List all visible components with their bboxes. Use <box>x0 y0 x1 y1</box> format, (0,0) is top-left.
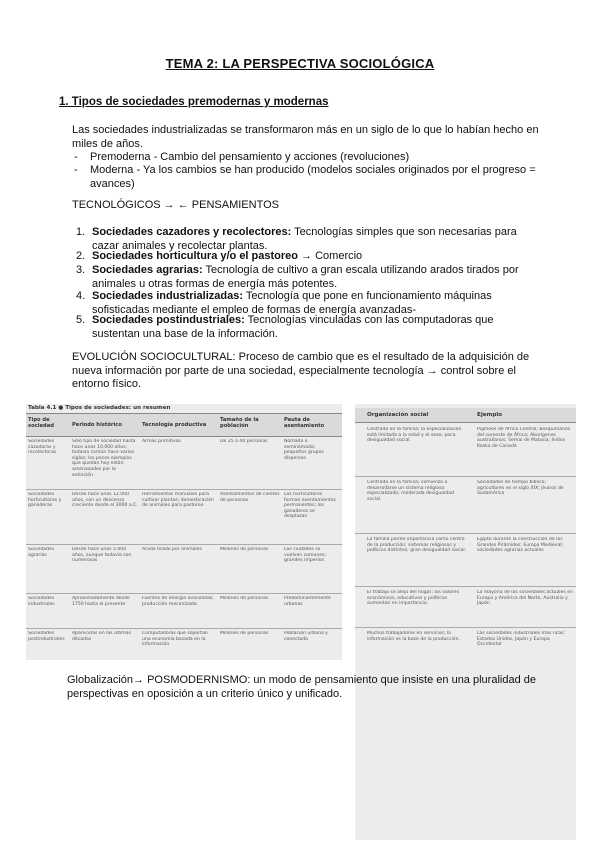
evolution-paragraph: EVOLUCIÓN SOCIOCULTURAL: Proceso de cambio que es el resultado de la adquisición de nueva información por parte de una sociedad, especialmente tecnología → control sobre el entorno físico. <box>72 351 530 390</box>
table-cell: Aparecidas en las últimas décadas <box>72 631 131 642</box>
header-cell: Tipo de sociedad <box>28 417 54 429</box>
intro-paragraph: Las sociedades industrializadas se transformaron más en un siglo de lo que lo habían hecho en miles de años. <box>72 124 539 150</box>
table-cell: Arado tirado por animales <box>142 547 202 552</box>
table-cell: Sólo tipo de sociedad hasta hace unos 10.000 años; todavía común hace varios siglos; los pocos ejemplos que quedan hoy están amenazados por la extinción <box>72 439 136 478</box>
table-row <box>355 534 576 587</box>
table-cell: Las ciudades se vuelven comunes; grandes imperios <box>284 547 327 564</box>
type-desc: → Comercio <box>298 250 363 262</box>
list-item: 1. Sociedades cazadores y recolectores: Tecnologías simples que son necesarias para cazar animales y recolectar plantas. <box>76 226 517 252</box>
type-desc: Tecnología de cultivo a gran escala utilizando arados tirados por animales u otras formas de energía más potentes. <box>92 264 519 290</box>
table-cell: Nómada o seminómada; pequeños grupos dispersos <box>284 439 324 461</box>
table-header <box>355 408 576 423</box>
type-name: Sociedades cazadores y recolectores: <box>92 226 292 238</box>
table-caption: Tabla 4.1 ● Tipos de sociedades: un resumen <box>28 405 171 411</box>
table-cell: Población urbana y conectada <box>284 631 328 642</box>
table-cell: La mayoría de las sociedades actuales en Europa y América del Norte, Australia y Japón <box>477 590 573 607</box>
table-cell: Sociedades agrarias <box>28 547 55 558</box>
table-cell: Desde hace unos 5.000 años, aunque todavía son numerosas <box>72 547 132 564</box>
header-cell: Tamaño de la población <box>220 417 259 429</box>
table-cell: Millones de personas <box>220 547 269 552</box>
table-row <box>26 594 342 629</box>
table-cell: Las sociedades industriales más ricas: Estados Unidos, Japón y Europa Occidental <box>477 631 566 648</box>
table-cell: Computadoras que soportan una economía basada en la información <box>142 631 208 648</box>
type-name: Sociedades horticultura y/o el pastoreo <box>92 250 298 262</box>
type-name: Sociedades postindustriales: <box>92 314 245 326</box>
table-row <box>26 629 342 659</box>
dash-item-text: Premoderna - Cambio del pensamiento y acciones (revoluciones) <box>90 151 410 163</box>
header-cell: Ejemplo <box>477 412 503 418</box>
social-organization-table <box>355 404 576 840</box>
table-cell: El trabajo se aleja del hogar; los valores económicos, educativos y políticos aumentan en importancia. <box>367 590 459 607</box>
section-heading: 1. Tipos de sociedades premodernas y modernas <box>59 96 329 108</box>
tech-thought-line: TECNOLÓGICOS → ← PENSAMIENTOS <box>72 199 279 211</box>
table-row <box>355 477 576 534</box>
table-cell: De 25 a 40 personas <box>220 439 268 444</box>
table-cell: Egipto durante la construcción de las Grandes Pirámides; Europa Medieval; sociedades agrarias actuales <box>477 537 564 554</box>
table-cell: Millones de personas <box>220 596 269 601</box>
table-row <box>26 545 342 594</box>
header-cell: Periodo histórico <box>72 422 122 428</box>
type-desc: Tecnologías vinculadas con las computadoras que sustentan una base de la información. <box>92 314 494 340</box>
header-cell: Tecnología productiva <box>142 422 207 428</box>
type-desc: Tecnología que pone en funcionamiento máquinas sofisticadas mediante el empleo de formas de energía avanzadas- <box>92 290 492 316</box>
table-cell: Asentamientos de cientos de personas <box>220 492 280 503</box>
list-item: 3. Sociedades agrarias: Tecnología de cultivo a gran escala utilizando arados tirados por animales u otras formas de energía más potentes. <box>76 264 519 290</box>
table-header <box>26 413 342 437</box>
table-cell: Aproximadamente desde 1750 hasta el presente <box>72 596 130 607</box>
table-row <box>355 628 576 676</box>
table-cell: Los horticultores forman asentamientos permanentes; los ganaderos se desplazan <box>284 492 336 520</box>
list-item: 4. Sociedades industrializadas: Tecnología que pone en funcionamiento máquinas sofisticadas mediante el empleo de formas de energía avanzadas- <box>76 290 492 316</box>
table-cell: Sociedades postindustriales <box>28 631 65 642</box>
table-row <box>26 490 342 545</box>
societies-summary-table <box>26 404 342 660</box>
dash-item: - Premoderna - Cambio del pensamiento y acciones (revoluciones) <box>72 151 552 165</box>
table-cell: Millones de personas <box>220 631 269 636</box>
table-cell: Pigmeos de África Central; Bosquimanos del suroeste de África; Aborígenes australianos; Semai de Malasia; Indios Kaska de Canadá <box>477 427 571 449</box>
table-cell: Sociedades industriales <box>28 596 55 607</box>
dash-item-text: Moderna - Ya los cambios se han producido (modelos sociales originados por el progreso = avances) <box>90 164 536 190</box>
globalization-paragraph: Globalización→ POSMODERNISMO: un modo de pensamiento que insiste en una pluralidad de perspectivas en oposición a un criterio único y unificado. <box>67 674 536 700</box>
type-name: Sociedades industrializadas: <box>92 290 243 302</box>
table-row <box>355 424 576 477</box>
table-cell: Herramientas manuales para cultivar plantas; domesticación de animales para pastoreo <box>142 492 214 509</box>
table-row <box>26 437 342 490</box>
header-cell: Pauta de asentamiento <box>284 417 325 429</box>
type-name: Sociedades agrarias: <box>92 264 203 276</box>
dash-item: - Moderna - Ya los cambios se han producido (modelos sociales originados por el progreso = avances) <box>72 164 552 191</box>
table-cell: Muchos trabajadores en servicios; la información es la base de la producción. <box>367 631 460 642</box>
table-cell: Fuentes de energía avanzadas; producción mecanizada <box>142 596 214 607</box>
table-cell: Predominantemente urbanas <box>284 596 331 607</box>
table-cell: Desde hace unos 12.000 años, con un descenso creciente desde el 3000 a.C. <box>72 492 138 509</box>
header-cell: Organización social <box>367 412 429 418</box>
table-cell: Centrada en la familia; comienza a desarrollarse un sistema religioso especializado; moderada desigualdad social. <box>367 480 454 502</box>
table-cell: Centrada en la familia; la especialización está limitada a la edad y el sexo; poca desigualdad social. <box>367 427 462 444</box>
table-row <box>355 587 576 628</box>
table-cell: Sociedades de tiempo bíblico; agricultores en el siglo XIX; Jívaros de Sudamérica <box>477 480 564 497</box>
table-cell: Sociedades cazadoras y recolectoras <box>28 439 57 456</box>
list-item: 5. Sociedades postindustriales: Tecnologías vinculadas con las computadoras que sustentan una base de la información. <box>76 314 494 340</box>
table-cell: La familia pierde importancia como centro de la producción; sistemas religiosos y políticos distintos; gran desigualdad social. <box>367 537 467 554</box>
table-cell: Armas primitivas <box>142 439 181 444</box>
table-cell: Sociedades horticultoras y ganaderas <box>28 492 62 509</box>
type-desc: Tecnologías simples que son necesarias para cazar animales y recolectar plantas. <box>92 226 517 252</box>
page-title: TEMA 2: LA PERSPECTIVA SOCIOLÓGICA <box>165 56 435 71</box>
list-item: 2. Sociedades horticultura y/o el pastoreo → Comercio <box>76 250 363 262</box>
